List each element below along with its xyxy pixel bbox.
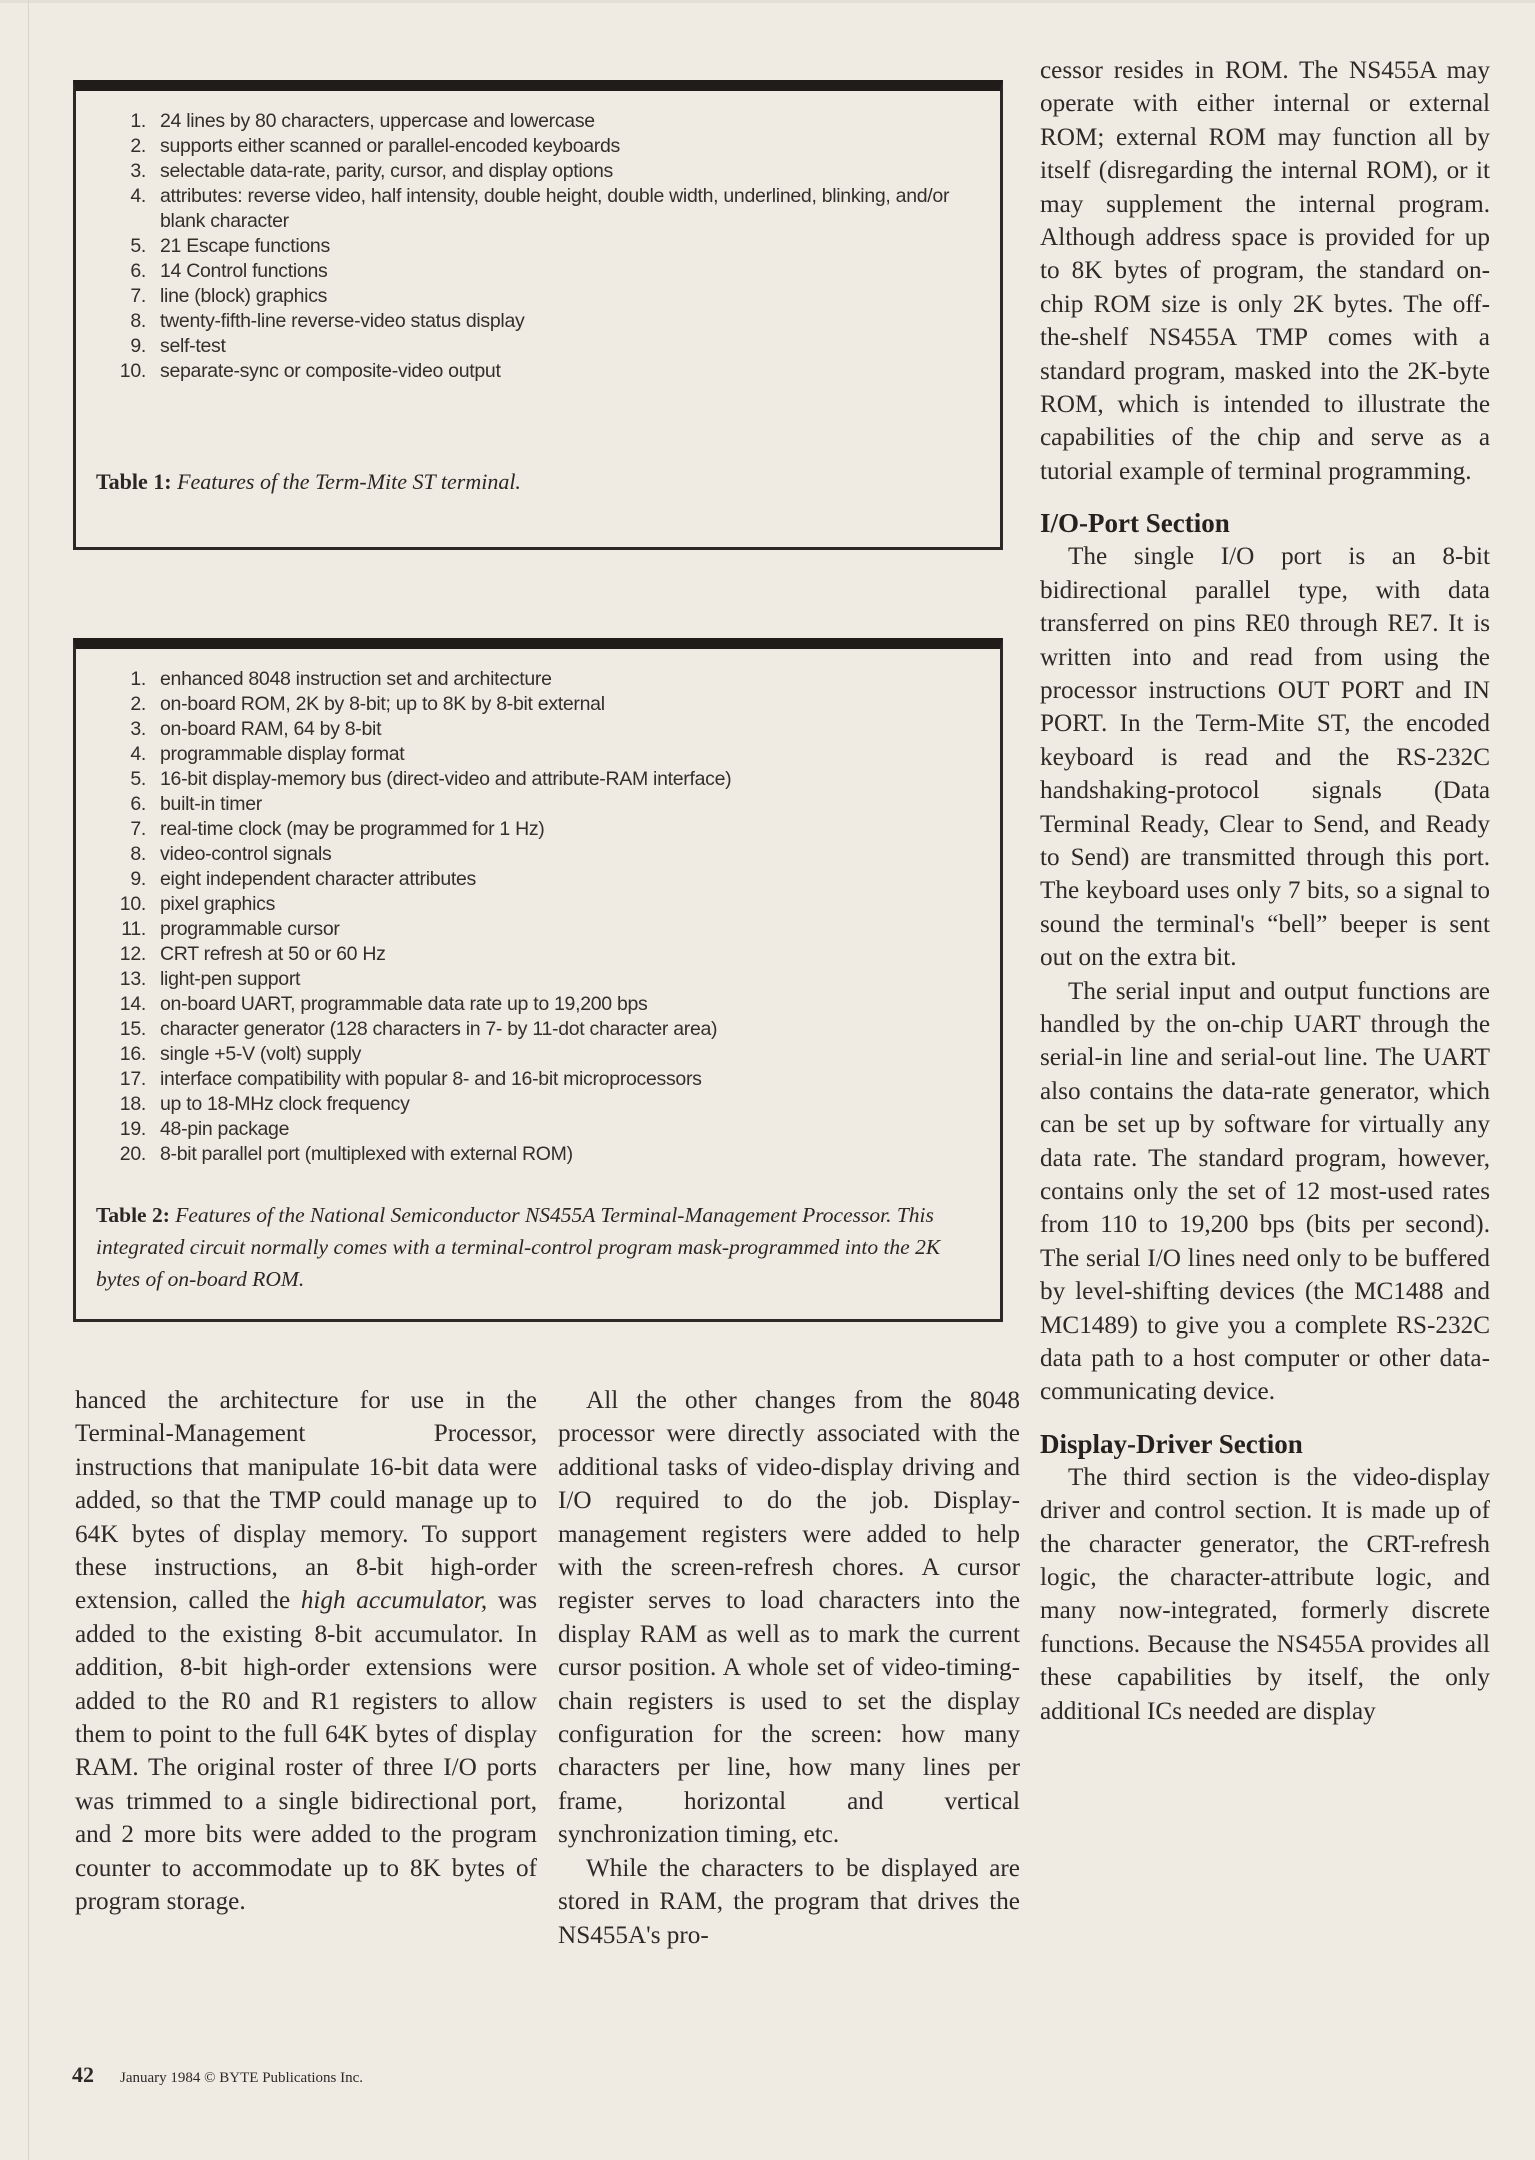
list-item: 11. programmable cursor [121,918,340,940]
list-item: 10. separate-sync or composite-video output [119,360,501,382]
list-item: 8. twenty-fifth-line reverse-video status display [130,310,525,332]
paragraph: cessor resides in ROM. The NS455A may operate with either internal or external ROM; external ROM may function all by itself (disregarding the internal ROM), or it may supplement the internal program. Although address space is provided for up to 8K bytes of program, the standard on-chip ROM size is only 2K bytes. The off-the-shelf NS455A TMP comes with a standard program, masked into the 2K-byte ROM, which is intended to illustrate the capabilities of the chip and serve as a tutorial example of terminal programming. [1040,57,1490,485]
list-item: 5. 21 Escape functions [130,235,330,257]
list-item: 17. interface compatibility with popular 8- and 16-bit microprocessors [119,1068,702,1090]
list-item: 5. 16-bit display-memory bus (direct-video and attribute-RAM interface) [130,768,732,790]
page-binding-edge [28,0,29,2160]
list-item: 20. 8-bit parallel port (multiplexed with external ROM) [119,1143,573,1165]
table-1-box [73,80,1003,550]
list-item: 8. video-control signals [130,843,332,865]
list-item: 3. selectable data-rate, parity, cursor, and display options [130,160,613,182]
paragraph: The serial input and output functions are handled by the on-chip UART through the serial-in line and serial-out line. The UART also contains the data-rate generator, which can be set up by software for virtually any data rate. The standard program, however, contains only the set of 12 most-used rates from 110 to 19,200 bps (bits per second). The serial I/O lines need only to be buffered by level-shifting devices (the MC1488 and MC1489) to give you a complete RS-232C data path to a host computer or other data-communicating device. [1040,977,1490,1406]
list-item: 9. eight independent character attributes [130,868,476,890]
paragraph: The third section is the video-display driver and control section. It is made up of the character generator, the CRT-refresh logic, the character-attribute logic, and many now-integrated, formerly discrete functions. Because the NS455A provides all these capabilities by itself, the only additional ICs needed are display [1040,1463,1490,1725]
list-item: 19. 48-pin package [119,1118,290,1140]
list-item: 13. light-pen support [119,968,301,990]
table-1-caption: Table 1: Features of the Term-Mite ST terminal. [96,469,521,494]
list-item: 2. supports either scanned or parallel-encoded keyboards [130,135,620,157]
page-top-edge [0,0,1535,3]
list-item: 4. attributes: reverse video, half intensity, double height, double width, underlined, blinking, and/or blank character [130,185,950,232]
list-item: 1. 24 lines by 80 characters, uppercase and lowercase [130,110,595,132]
body-column-middle [558,1384,1020,1952]
table-2-box [73,638,1003,1322]
list-item: 16. single +5-V (volt) supply [119,1043,362,1065]
paragraph: While the characters to be displayed are stored in RAM, the program that drives the NS455A's pro- [558,1854,1020,1949]
paragraph: hanced the architecture for use in the Terminal-Management Processor, instructions that manipulate 16-bit data were added, so that the TMP could manage up to 64K bytes of display memory. To support these instructions, an 8-bit high-order extension, called the high accumulator, was added to the existing 8-bit accumulator. In addition, 8-bit high-order extensions were added to the R0 and R1 registers to allow them to point to the full 64K bytes of display RAM. The original roster of three I/O ports was trimmed to a single bidirectional port, and 2 more bits were added to the program counter to accommodate up to 8K bytes of program storage. [75,1387,537,1916]
list-item: 2. on-board ROM, 2K by 8-bit; up to 8K by 8-bit external [130,693,605,715]
list-item: 15. character generator (128 characters in 7- by 11-dot character area) [119,1018,718,1040]
page-number: 42 [72,2062,94,2087]
table-1-feature-list [106,109,980,384]
list-item: 18. up to 18-MHz clock frequency [119,1093,410,1115]
publication-credit: January 1984 © BYTE Publications Inc. [120,2070,364,2086]
paragraph: The single I/O port is an 8-bit bidirectional parallel type, with data transferred on pins RE0 through RE7. It is written into and read from using the processor instructions OUT PORT and IN PORT. In the Term-Mite ST, the encoded keyboard is read and the RS-232C handshaking-protocol signals (Data Terminal Ready, Clear to Send, and Ready to Send) are transmitted through this port. The keyboard uses only 7 bits, so a signal to sound the terminal's “bell” beeper is sent out on the extra bit. [1040,543,1490,972]
page-footer [72,2062,363,2088]
list-item: 7. line (block) graphics [130,285,328,307]
list-item: 9. self-test [130,335,226,357]
paragraph: All the other changes from the 8048 processor were directly associated with the additional tasks of video-display driving and I/O required to do the job. Display-management registers were added to help with the screen-refresh chores. A cursor register serves to load characters into the display RAM as well as to mark the current cursor position. A whole set of video-timing-chain registers is used to set the display configuration for the screen: how many characters per line, how many lines per frame, horizontal and vertical synchronization timing, etc. [558,1387,1020,1849]
list-item: 6. built-in timer [130,793,262,815]
table-2-feature-list [106,667,980,1167]
body-column-right [1040,54,1490,1728]
list-item: 3. on-board RAM, 64 by 8-bit [130,718,382,740]
section-heading-io-port: I/O-Port Section [1040,508,1230,539]
body-column-left [75,1384,537,1919]
list-item: 1. enhanced 8048 instruction set and architecture [130,668,552,690]
table-2-caption: Table 2: Features of the National Semiconductor NS455A Terminal-Management Processor. This integrated circuit normally comes with a terminal-control program mask-programmed into the 2K bytes of on-board ROM. [96,1203,941,1291]
emphasis-term: high accumulator, [300,1587,488,1615]
list-item: 6. 14 Control functions [130,260,328,282]
list-item: 10. pixel graphics [119,893,276,915]
list-item: 4. programmable display format [130,743,405,765]
section-heading-display-driver: Display-Driver Section [1040,1428,1303,1459]
list-item: 12. CRT refresh at 50 or 60 Hz [119,943,386,965]
list-item: 14. on-board UART, programmable data rate up to 19,200 bps [119,993,648,1015]
list-item: 7. real-time clock (may be programmed for 1 Hz) [130,818,545,840]
